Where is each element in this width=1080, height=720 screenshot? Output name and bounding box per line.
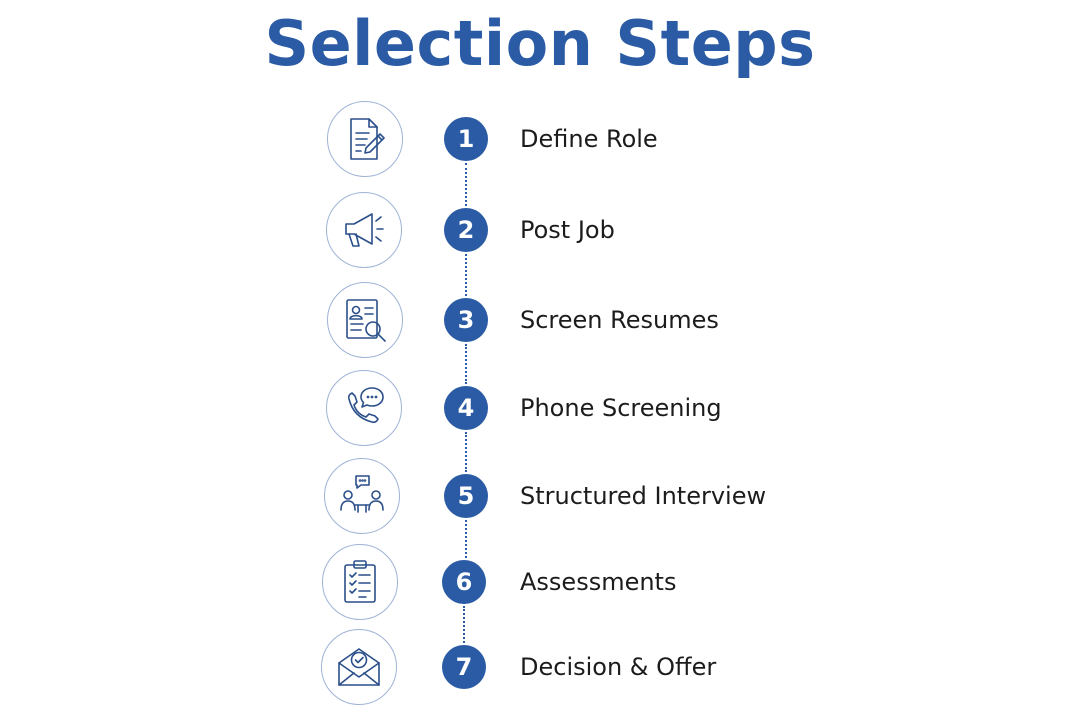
step-icon-circle bbox=[321, 629, 397, 705]
step-icon-circle bbox=[324, 458, 400, 534]
step-label: Decision & Offer bbox=[520, 653, 717, 681]
page-title: Selection Steps bbox=[264, 7, 816, 80]
step-1 bbox=[0, 99, 1080, 179]
resume-search-icon bbox=[341, 296, 389, 344]
step-label: Assessments bbox=[520, 568, 677, 596]
step-number-badge: 7 bbox=[442, 645, 486, 689]
step-label: Phone Screening bbox=[520, 394, 722, 422]
step-2 bbox=[0, 190, 1080, 270]
step-7 bbox=[0, 627, 1080, 707]
step-icon-circle bbox=[327, 282, 403, 358]
phone-chat-icon bbox=[340, 384, 388, 432]
envelope-check-icon bbox=[335, 643, 383, 691]
step-icon-circle bbox=[327, 101, 403, 177]
step-number-badge: 5 bbox=[444, 474, 488, 518]
step-label: Post Job bbox=[520, 216, 615, 244]
step-4 bbox=[0, 368, 1080, 448]
step-connector bbox=[465, 344, 467, 384]
step-icon-circle bbox=[326, 370, 402, 446]
step-connector bbox=[465, 163, 467, 206]
step-number-badge: 6 bbox=[442, 560, 486, 604]
step-icon-circle bbox=[326, 192, 402, 268]
step-connector bbox=[463, 606, 465, 643]
step-number-badge: 3 bbox=[444, 298, 488, 342]
interview-people-icon bbox=[338, 472, 386, 520]
step-connector bbox=[465, 432, 467, 472]
step-icon-circle bbox=[322, 544, 398, 620]
step-3 bbox=[0, 280, 1080, 360]
document-pen-icon bbox=[341, 115, 389, 163]
clipboard-checklist-icon bbox=[336, 558, 384, 606]
step-6 bbox=[0, 542, 1080, 622]
step-number-badge: 1 bbox=[444, 117, 488, 161]
step-number-badge: 2 bbox=[444, 208, 488, 252]
step-5 bbox=[0, 456, 1080, 536]
step-label: Screen Resumes bbox=[520, 306, 719, 334]
step-connector bbox=[465, 520, 467, 558]
megaphone-icon bbox=[340, 206, 388, 254]
step-connector bbox=[465, 254, 467, 296]
step-number-badge: 4 bbox=[444, 386, 488, 430]
step-label: Define Role bbox=[520, 125, 658, 153]
step-label: Structured Interview bbox=[520, 482, 767, 510]
